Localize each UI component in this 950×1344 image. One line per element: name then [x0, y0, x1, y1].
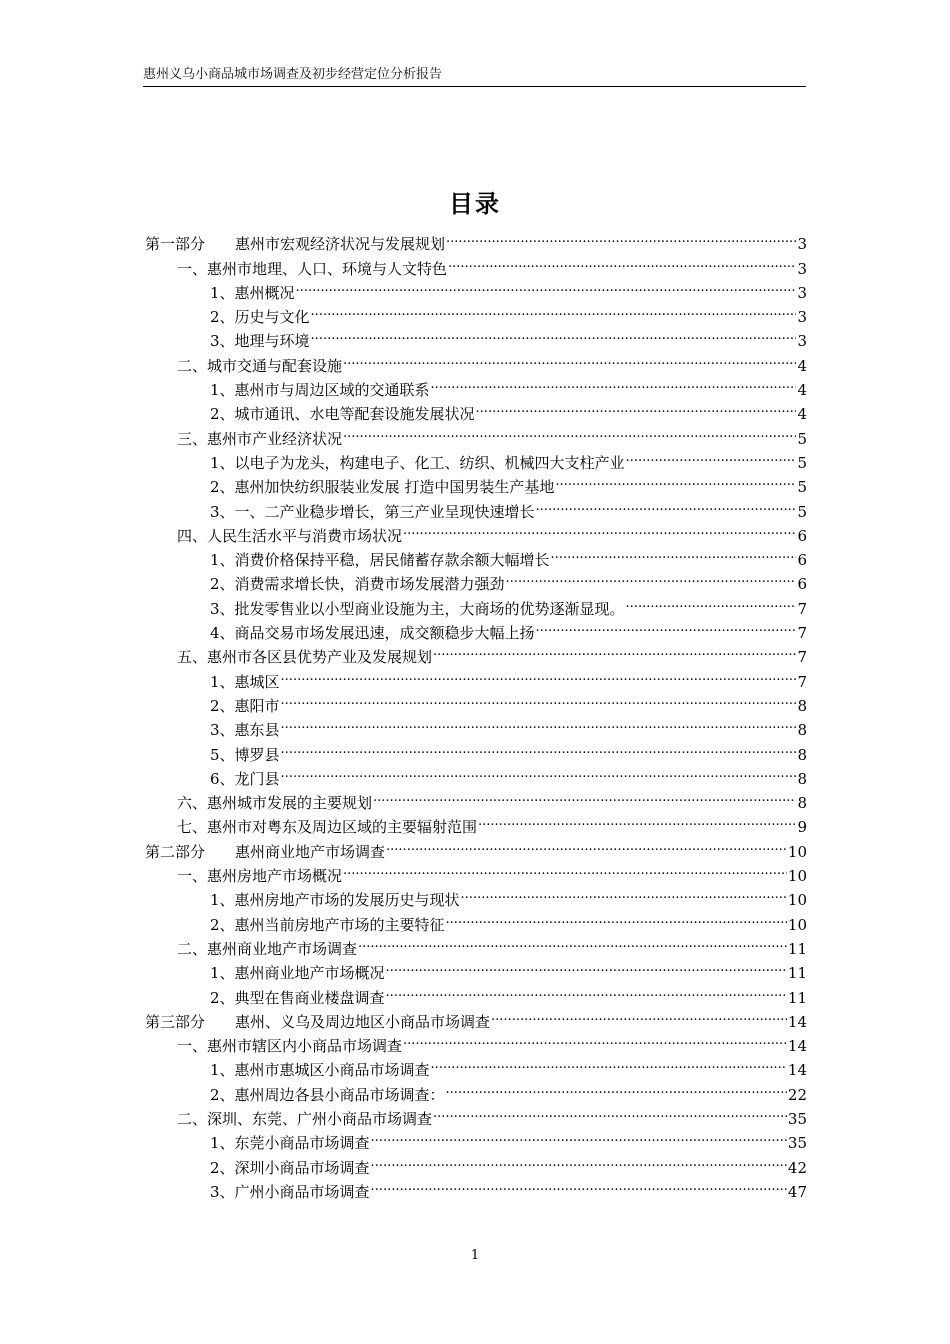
- toc-page-number: 4: [797, 356, 807, 375]
- toc-entry-label: [210, 1156, 370, 1180]
- toc-entry-title: 1、惠州房地产市场的发展历史与现状: [210, 891, 460, 910]
- toc-entry-title: 1、惠州市惠城区小商品市场调查: [210, 1061, 430, 1080]
- page-number: 1: [470, 1248, 480, 1263]
- toc-part-number: 第一部分: [145, 235, 206, 254]
- toc-page-number: 3: [797, 308, 807, 327]
- toc-entry-label: [210, 986, 385, 1010]
- toc-entry-label: [177, 524, 402, 548]
- toc-entry-title: 2、历史与文化: [210, 308, 310, 327]
- toc-entry-title: 1、惠城区: [210, 672, 280, 691]
- toc-entry-title: 惠州商业地产市场调查: [235, 842, 386, 861]
- dot-leader: [358, 930, 787, 954]
- toc-entry-label: [210, 281, 295, 305]
- dot-leader: [386, 954, 787, 978]
- toc-entry-title: 2、典型在售商业楼盘调查: [210, 988, 385, 1007]
- toc-entry-label: [177, 427, 342, 451]
- toc-page-number: 10: [787, 891, 807, 910]
- toc-entry-title: 二、深圳、东莞、广州小商品市场调查: [177, 1109, 433, 1128]
- toc-entry-label: [177, 354, 342, 378]
- toc-entry-title: 2、城市通讯、水电等配套设施发展状况: [210, 405, 475, 424]
- toc-entry-label: [177, 937, 357, 961]
- toc-entry-title: 3、惠东县: [210, 721, 280, 740]
- dot-leader: [461, 881, 787, 905]
- toc-page-number: 6: [797, 575, 807, 594]
- toc-entry-label: [210, 329, 310, 353]
- dot-leader: [506, 565, 797, 589]
- toc-page-number: 11: [787, 988, 807, 1007]
- toc-entry-title: 3、一、二产业稳步增长，第三产业呈现快速增长: [210, 502, 535, 521]
- toc-page-number: 22: [787, 1085, 807, 1104]
- dot-leader: [446, 225, 796, 249]
- toc-entry-title: 6、龙门县: [210, 769, 280, 788]
- dot-leader: [536, 614, 797, 638]
- toc-entry-title: 一、惠州市辖区内小商品市场调查: [177, 1037, 403, 1056]
- toc-entry-title: 1、东莞小商品市场调查: [210, 1134, 370, 1153]
- dot-leader: [403, 1027, 787, 1051]
- dot-leader: [371, 1124, 787, 1148]
- toc-entry-title: 3、广州小商品市场调查: [210, 1182, 370, 1201]
- toc-entry-title: 2、惠州加快纺织服装业发展 打造中国男装生产基地: [210, 478, 555, 497]
- toc-page-number: 4: [797, 405, 807, 424]
- toc-entry-label: [210, 767, 280, 791]
- toc-page-number: 8: [797, 745, 807, 764]
- toc-entry-label: [177, 1034, 402, 1058]
- toc-entry-label: [177, 864, 342, 888]
- toc-entry-title: 一、惠州市地理、人口、环境与人文特色: [177, 259, 448, 278]
- dot-leader: [433, 638, 796, 662]
- dot-leader: [371, 1173, 787, 1197]
- toc-entry-label: [210, 305, 310, 329]
- toc-page-number: 6: [797, 526, 807, 545]
- toc-page-number: 8: [797, 769, 807, 788]
- toc-entry-label: [177, 791, 372, 815]
- toc-entry-title: 六、惠州城市发展的主要规划: [177, 794, 373, 813]
- toc-entry-title: 二、城市交通与配套设施: [177, 356, 343, 375]
- dot-leader: [431, 371, 797, 395]
- dot-leader: [626, 589, 797, 613]
- dot-leader: [343, 346, 796, 370]
- dot-leader: [281, 662, 797, 686]
- toc-entry-label: [210, 548, 550, 572]
- toc-entry-title: 3、批发零售业以小型商业设施为主，大商场的优势逐渐显现。: [210, 599, 625, 618]
- toc-part-number: 第二部分: [145, 842, 206, 861]
- toc-entry-label: [210, 743, 280, 767]
- dot-leader: [491, 1003, 787, 1027]
- toc-page-number: 9: [797, 818, 807, 837]
- toc-page-number: 42: [787, 1158, 807, 1177]
- dot-leader: [281, 760, 797, 784]
- dot-leader: [311, 322, 797, 346]
- dot-leader: [281, 687, 797, 711]
- toc-entry-label: [210, 475, 554, 499]
- toc-entry-label: [210, 961, 385, 985]
- toc-page-number: 47: [787, 1182, 807, 1201]
- dot-leader: [536, 492, 797, 516]
- dot-leader: [386, 978, 787, 1002]
- dot-leader: [311, 298, 797, 322]
- dot-leader: [371, 1148, 787, 1172]
- dot-leader: [446, 1075, 787, 1099]
- running-header: [143, 66, 806, 87]
- toc-page-number: 8: [797, 696, 807, 715]
- toc-entry-label: [210, 694, 280, 718]
- toc-entry-title: 1、惠州商业地产市场概况: [210, 964, 385, 983]
- toc-entry-title: 1、消费价格保持平稳，居民储蓄存款余额大幅增长: [210, 551, 550, 570]
- dot-leader: [448, 249, 796, 273]
- toc-entry-label: [210, 1058, 430, 1082]
- dot-leader: [403, 517, 796, 541]
- toc-page-number: 10: [787, 867, 807, 886]
- toc-entry-title: 1、以电子为龙头，构建电子、化工、纺织、机械四大支柱产业: [210, 453, 625, 472]
- toc-entry-title: 三、惠州市产业经济状况: [177, 429, 343, 448]
- toc-page-number: 3: [797, 332, 807, 351]
- toc-page-number: 5: [797, 453, 807, 472]
- dot-leader: [433, 1100, 787, 1124]
- toc-page-number: 10: [787, 915, 807, 934]
- toc-entry-label: [210, 378, 430, 402]
- table-of-contents: [145, 225, 807, 1201]
- toc-entry-title: 3、地理与环境: [210, 332, 310, 351]
- toc-page-number: 7: [797, 672, 807, 691]
- toc-entry-label: [210, 718, 280, 742]
- toc-page-number: 10: [787, 842, 807, 861]
- toc-entry-title: 4、商品交易市场发展迅速，成交额稳步大幅上扬: [210, 624, 535, 643]
- toc-page-number: 5: [797, 502, 807, 521]
- toc-entry-title: 2、惠州周边各县小商品市场调查：: [210, 1085, 445, 1104]
- dot-leader: [431, 1051, 787, 1075]
- dot-leader: [281, 735, 797, 759]
- toc-page-number: 7: [797, 624, 807, 643]
- toc-entry-label: [145, 232, 445, 256]
- toc-page-number: 11: [787, 939, 807, 958]
- toc-page-number: 11: [787, 964, 807, 983]
- dot-leader: [551, 541, 797, 565]
- toc-entry-title: 1、惠州市与周边区域的交通联系: [210, 381, 430, 400]
- toc-entry-title: 2、惠州当前房地产市场的主要特征: [210, 915, 445, 934]
- dot-leader: [446, 905, 787, 929]
- toc-entry-title: 惠州市宏观经济状况与发展规划: [235, 235, 446, 254]
- toc-entry-label: [210, 1083, 445, 1107]
- toc-page-number: 8: [797, 721, 807, 740]
- toc-page-number: 3: [797, 259, 807, 278]
- toc-entry-title: 5、博罗县: [210, 745, 280, 764]
- toc-entry-title: 一、惠州房地产市场概况: [177, 867, 343, 886]
- toc-page-number: 3: [797, 235, 807, 254]
- dot-leader: [343, 857, 787, 881]
- dot-leader: [386, 832, 787, 856]
- toc-entry-title: 七、惠州市对粤东及周边区域的主要辐射范围: [177, 818, 478, 837]
- dot-leader: [373, 784, 796, 808]
- toc-entry-title: 2、惠阳市: [210, 696, 280, 715]
- toc-part-number: 第三部分: [145, 1012, 206, 1031]
- toc-page-number: 14: [787, 1012, 807, 1031]
- toc-entry-title: 二、惠州商业地产市场调查: [177, 939, 358, 958]
- toc-page-number: 14: [787, 1061, 807, 1080]
- toc-entry-title: 五、惠州市各区县优势产业及发展规划: [177, 648, 433, 667]
- running-header-title: 惠州义乌小商品城市场调查及初步经营定位分析报告: [143, 67, 443, 82]
- toc-page-number: 35: [787, 1109, 807, 1128]
- toc-page-number: 35: [787, 1134, 807, 1153]
- toc-entry[interactable]: [145, 225, 807, 254]
- toc-page-number: 5: [797, 429, 807, 448]
- toc-entry-label: [210, 572, 505, 596]
- toc-page-number: 4: [797, 381, 807, 400]
- toc-entry-label: [210, 1180, 370, 1204]
- toc-page-number: 3: [797, 283, 807, 302]
- toc-entry-title: 1、惠州概况: [210, 283, 295, 302]
- dot-leader: [343, 419, 796, 443]
- dot-leader: [281, 711, 797, 735]
- toc-entry-label: [210, 888, 460, 912]
- toc-page-number: 7: [797, 599, 807, 618]
- toc-page-number: 14: [787, 1037, 807, 1056]
- toc-page-number: 5: [797, 478, 807, 497]
- dot-leader: [555, 468, 796, 492]
- toc-entry-label: [210, 670, 280, 694]
- dot-leader: [478, 808, 796, 832]
- toc-entry-title: 四、人民生活水平与消费市场状况: [177, 526, 403, 545]
- dot-leader: [476, 395, 797, 419]
- toc-entry-title: 2、深圳小商品市场调查: [210, 1158, 370, 1177]
- toc-page-number: 7: [797, 648, 807, 667]
- toc-entry-label: [210, 1131, 370, 1155]
- toc-title: 目录: [449, 190, 501, 218]
- toc-page-number: 6: [797, 551, 807, 570]
- dot-leader: [296, 274, 797, 298]
- toc-page-number: 8: [797, 794, 807, 813]
- dot-leader: [626, 444, 797, 468]
- toc-entry-title: 2、消费需求增长快，消费市场发展潜力强劲: [210, 575, 505, 594]
- toc-entry-title: 惠州、义乌及周边地区小商品市场调查: [235, 1012, 491, 1031]
